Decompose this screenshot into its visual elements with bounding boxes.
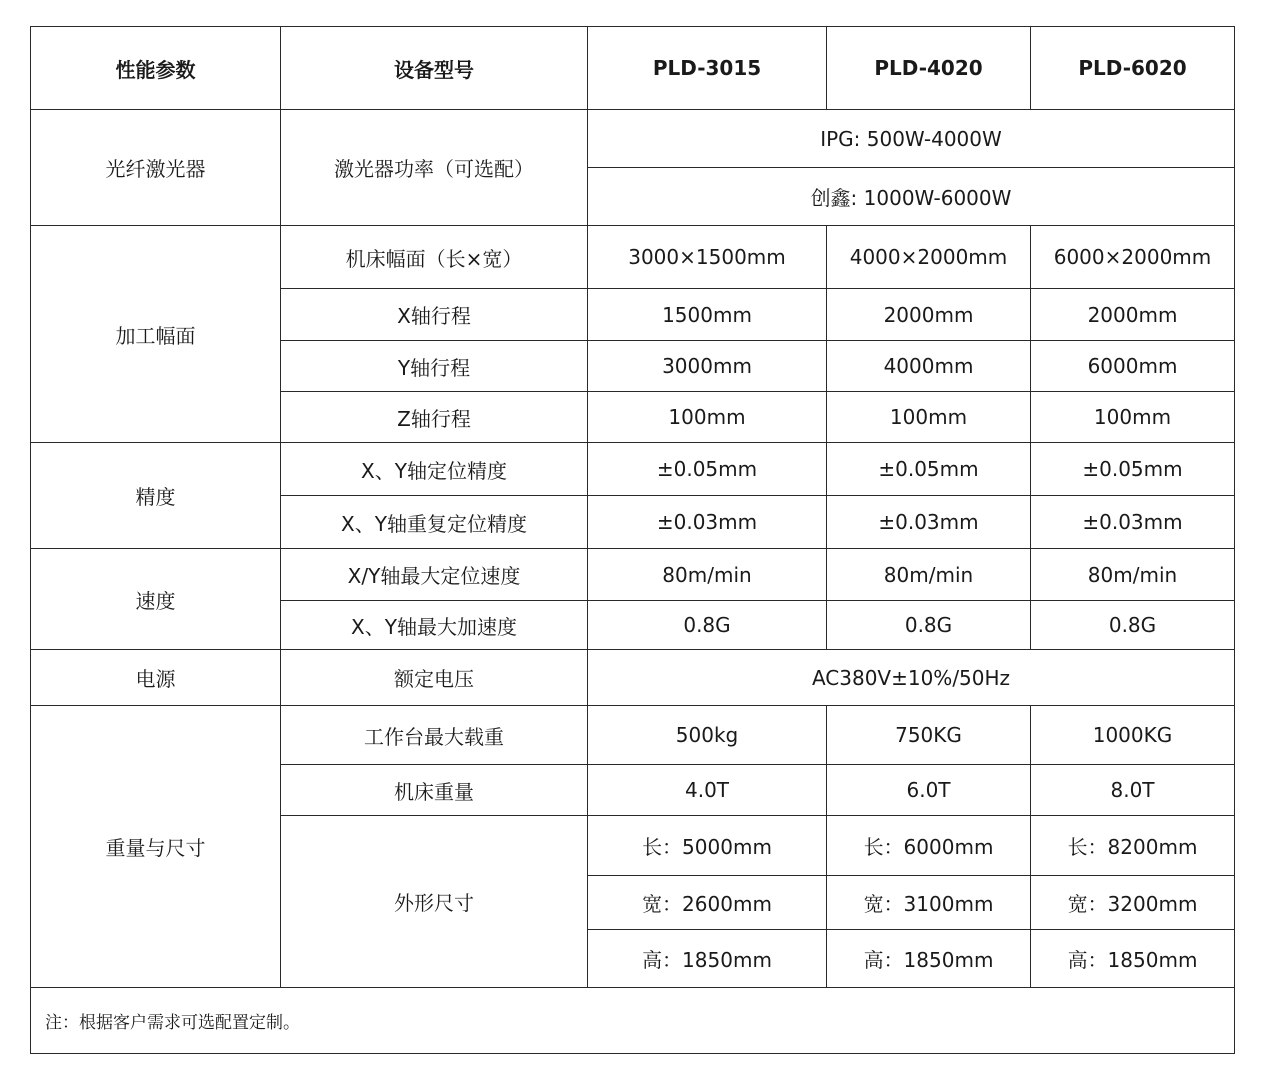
row-label: X、Y轴定位精度 [281, 443, 588, 496]
cell-value: 0.8G [588, 601, 827, 650]
cell-value: 6.0T [827, 765, 1031, 816]
note-row [31, 988, 1235, 1054]
cell-value: 100mm [827, 392, 1031, 443]
table-row [31, 443, 1235, 496]
cell-value: ±0.03mm [588, 496, 827, 549]
table-row [31, 226, 1235, 289]
note-text: 注：根据客户需求可选配置定制。 [31, 988, 1235, 1054]
row-label-dimensions: 外形尺寸 [281, 816, 588, 988]
table-row [31, 706, 1235, 765]
cell-value: 2000mm [827, 289, 1031, 341]
category-weight: 重量与尺寸 [31, 706, 281, 988]
cell-value: 6000mm [1031, 341, 1235, 392]
row-label: X/Y轴最大定位速度 [281, 549, 588, 601]
row-label: 额定电压 [281, 650, 588, 706]
row-label: Y轴行程 [281, 341, 588, 392]
cell-value: 0.8G [1031, 601, 1235, 650]
cell-value: 3000mm [588, 341, 827, 392]
cell-value: 宽：2600mm [588, 876, 827, 930]
row-label: 机床幅面（长×宽） [281, 226, 588, 289]
spec-table-container [30, 26, 1235, 1054]
cell-value: 4000×2000mm [827, 226, 1031, 289]
cell-value: 高：1850mm [588, 930, 827, 988]
category-precision: 精度 [31, 443, 281, 549]
category-speed: 速度 [31, 549, 281, 650]
cell-value: 80m/min [588, 549, 827, 601]
cell-value: 500kg [588, 706, 827, 765]
header-model-3: PLD-6020 [1031, 27, 1235, 110]
cell-value: 0.8G [827, 601, 1031, 650]
cell-value: 宽：3200mm [1031, 876, 1235, 930]
row-label: 机床重量 [281, 765, 588, 816]
cell-value: 高：1850mm [1031, 930, 1235, 988]
cell-value: 80m/min [1031, 549, 1235, 601]
cell-value: 100mm [1031, 392, 1235, 443]
cell-value: ±0.03mm [827, 496, 1031, 549]
cell-value: 长：5000mm [588, 816, 827, 876]
row-label: 工作台最大载重 [281, 706, 588, 765]
row-label: X、Y轴重复定位精度 [281, 496, 588, 549]
table-row [31, 549, 1235, 601]
cell-value: 6000×2000mm [1031, 226, 1235, 289]
cell-value: 4000mm [827, 341, 1031, 392]
cell-value: 长：6000mm [827, 816, 1031, 876]
cell-value: 8.0T [1031, 765, 1235, 816]
cell-value: ±0.05mm [827, 443, 1031, 496]
header-param: 性能参数 [31, 27, 281, 110]
header-model-2: PLD-4020 [827, 27, 1031, 110]
cell-value: 高：1850mm [827, 930, 1031, 988]
cell-value: 4.0T [588, 765, 827, 816]
row-label: X、Y轴最大加速度 [281, 601, 588, 650]
cell-value: 1500mm [588, 289, 827, 341]
header-model-1: PLD-3015 [588, 27, 827, 110]
table-row [31, 110, 1235, 168]
cell-value: ±0.05mm [1031, 443, 1235, 496]
table-row [31, 650, 1235, 706]
power-value: AC380V±10%/50Hz [588, 650, 1235, 706]
category-power: 电源 [31, 650, 281, 706]
header-row [31, 27, 1235, 110]
cell-value: 3000×1500mm [588, 226, 827, 289]
laser-option-chuangxin: 创鑫: 1000W-6000W [588, 168, 1235, 226]
row-label: Z轴行程 [281, 392, 588, 443]
cell-value: 750KG [827, 706, 1031, 765]
cell-value: 2000mm [1031, 289, 1235, 341]
cell-value: ±0.03mm [1031, 496, 1235, 549]
cell-value: 100mm [588, 392, 827, 443]
cell-value: ±0.05mm [588, 443, 827, 496]
item-laser-power: 激光器功率（可选配） [281, 110, 588, 226]
cell-value: 宽：3100mm [827, 876, 1031, 930]
laser-option-ipg: IPG: 500W-4000W [588, 110, 1235, 168]
spec-table [30, 26, 1235, 1054]
cell-value: 1000KG [1031, 706, 1235, 765]
category-processing: 加工幅面 [31, 226, 281, 443]
row-label: X轴行程 [281, 289, 588, 341]
header-model: 设备型号 [281, 27, 588, 110]
cell-value: 80m/min [827, 549, 1031, 601]
cell-value: 长：8200mm [1031, 816, 1235, 876]
category-laser: 光纤激光器 [31, 110, 281, 226]
